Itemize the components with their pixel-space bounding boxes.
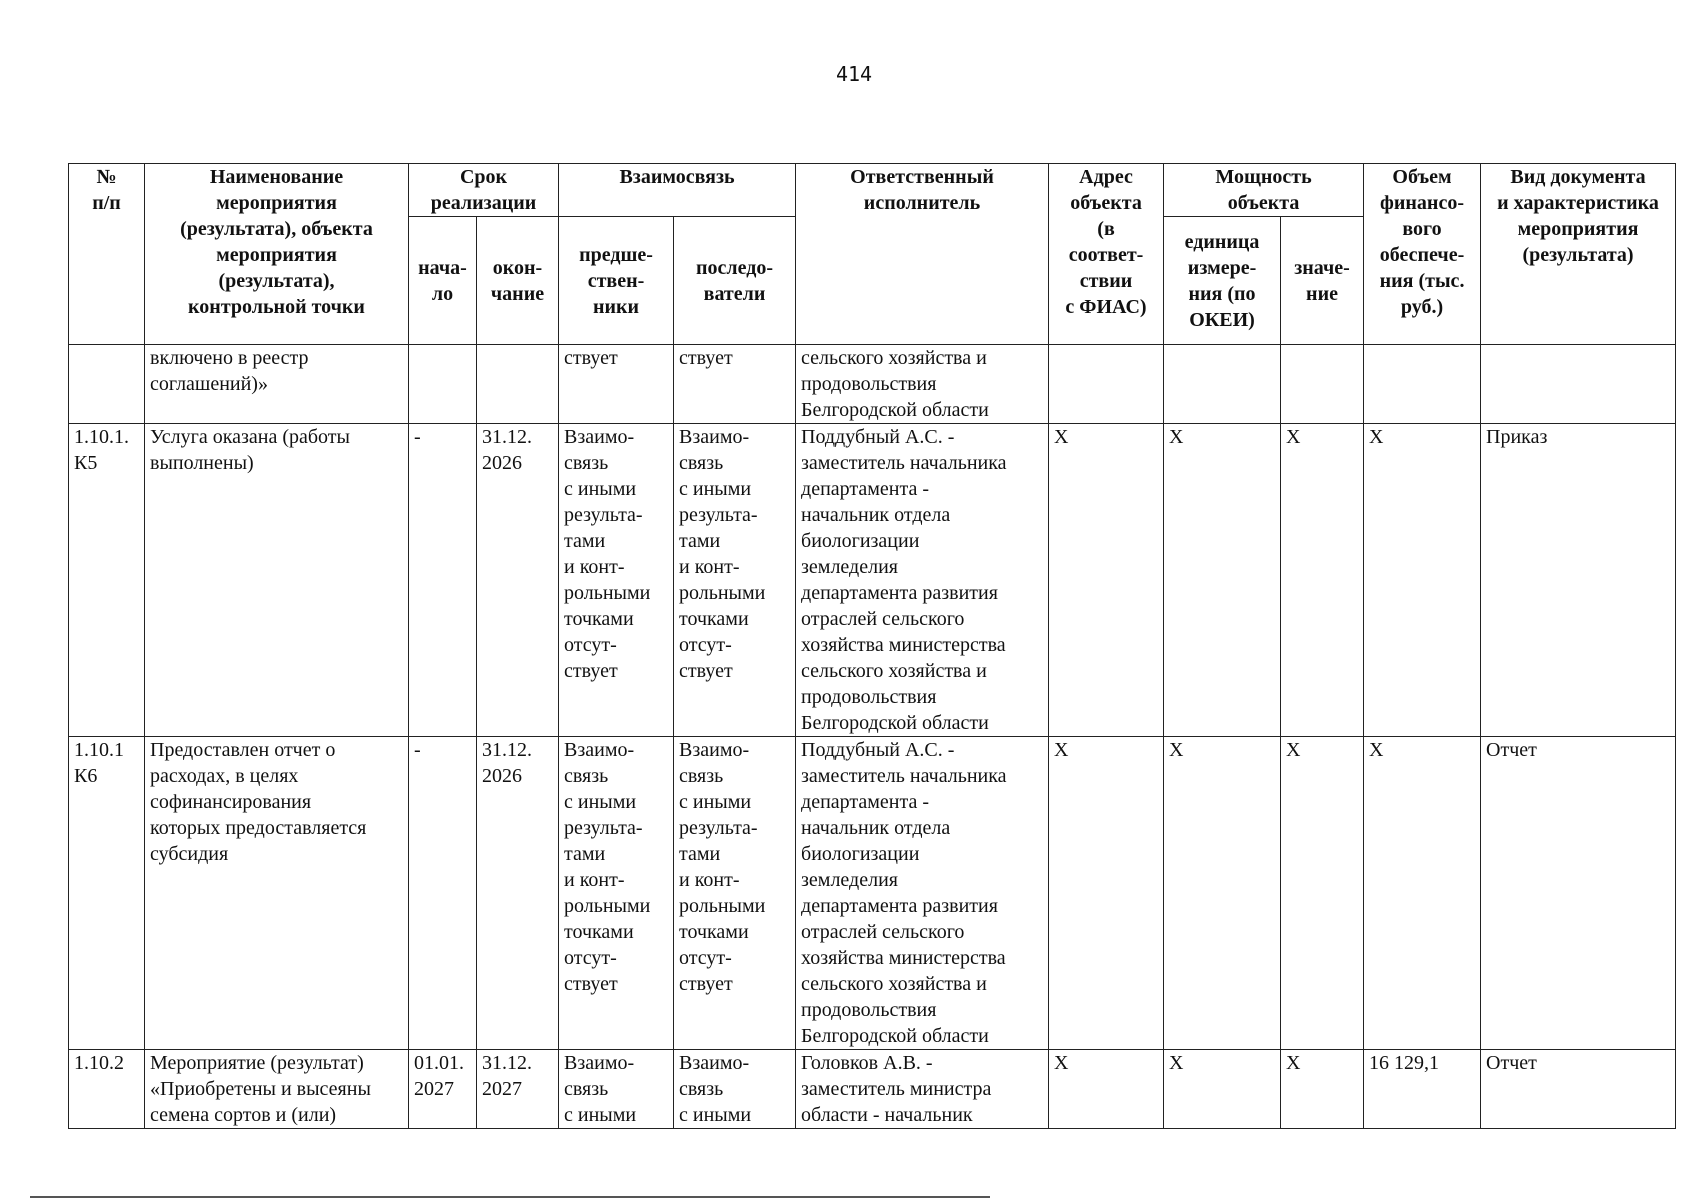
table-row (69, 424, 1676, 737)
page-number: 414 (835, 62, 873, 86)
cell-address: X (1049, 737, 1164, 1050)
table-row (69, 1050, 1676, 1129)
cell-funding: X (1364, 424, 1481, 737)
header-address: Адрес объекта (в соответ- ствии с ФИАС) (1049, 164, 1164, 345)
cell-successors: ствует (674, 345, 796, 424)
header-num: № п/п (69, 164, 145, 345)
header-unit: единица измере- ния (по ОКЕИ) (1164, 217, 1281, 345)
cell-executor: Поддубный А.С. - заместитель начальника департамента - начальник отдела биологизации земледелия департамента развития отраслей сельского хозяйства министерства сельского хозяйства и продовольствия Белгородской области (796, 424, 1049, 737)
cell-name: Услуга оказана (работы выполнены) (145, 424, 409, 737)
header-doc-type: Вид документа и характеристика мероприятия (результата) (1481, 164, 1676, 345)
cell-end: 31.12. 2026 (477, 737, 559, 1050)
cell-value (1281, 345, 1364, 424)
cell-doc-type (1481, 345, 1676, 424)
cell-start (409, 345, 477, 424)
cell-value: X (1281, 424, 1364, 737)
header-funding: Объем финансо- вого обеспече- ния (тыс. руб.) (1364, 164, 1481, 345)
cell-predecessors: Взаимо- связь с иными результа- тами и конт- рольными точками отсут- ствует (559, 424, 674, 737)
header-period-start: нача- ло (409, 217, 477, 345)
cell-address: X (1049, 424, 1164, 737)
header-name: Наименование мероприятия (результата), объекта мероприятия (результата), контрольной точки (145, 164, 409, 345)
cell-predecessors: ствует (559, 345, 674, 424)
cell-value: X (1281, 737, 1364, 1050)
header-capacity: Мощность объекта (1164, 164, 1364, 217)
cell-num: 1.10.1. К5 (69, 424, 145, 737)
cell-doc-type: Отчет (1481, 737, 1676, 1050)
cell-value: X (1281, 1050, 1364, 1129)
cell-successors: Взаимо- связь с иными результа- тами и конт- рольными точками отсут- ствует (674, 424, 796, 737)
cell-name: Предоставлен отчет о расходах, в целях софинансирования которых предоставляется субсидия (145, 737, 409, 1050)
bottom-rule (30, 1196, 990, 1198)
cell-name: Мероприятие (результат) «Приобретены и высеяны семена сортов и (или) (145, 1050, 409, 1129)
cell-end: 31.12. 2026 (477, 424, 559, 737)
cell-funding: 16 129,1 (1364, 1050, 1481, 1129)
measures-table (68, 163, 1676, 1129)
cell-doc-type: Отчет (1481, 1050, 1676, 1129)
cell-start: - (409, 737, 477, 1050)
cell-funding (1364, 345, 1481, 424)
cell-unit: X (1164, 737, 1281, 1050)
cell-address: X (1049, 1050, 1164, 1129)
table-row (69, 345, 1676, 424)
cell-executor: сельского хозяйства и продовольствия Белгородской области (796, 345, 1049, 424)
cell-end: 31.12. 2027 (477, 1050, 559, 1129)
cell-doc-type: Приказ (1481, 424, 1676, 737)
header-value: значе- ние (1281, 217, 1364, 345)
cell-address (1049, 345, 1164, 424)
cell-num: 1.10.2 (69, 1050, 145, 1129)
cell-predecessors: Взаимо- связь с иными результа- тами и конт- рольными точками отсут- ствует (559, 737, 674, 1050)
header-period: Срок реализации (409, 164, 559, 217)
cell-name: включено в реестр соглашений)» (145, 345, 409, 424)
cell-successors: Взаимо- связь с иными (674, 1050, 796, 1129)
cell-num (69, 345, 145, 424)
cell-start: - (409, 424, 477, 737)
cell-funding: X (1364, 737, 1481, 1050)
header-period-end: окон- чание (477, 217, 559, 345)
header-successors: последо- ватели (674, 217, 796, 345)
cell-successors: Взаимо- связь с иными результа- тами и конт- рольными точками отсут- ствует (674, 737, 796, 1050)
cell-end (477, 345, 559, 424)
header-relation: Взаимосвязь (559, 164, 796, 217)
table-row (69, 737, 1676, 1050)
cell-executor: Поддубный А.С. - заместитель начальника департамента - начальник отдела биологизации земледелия департамента развития отраслей сельского хозяйства министерства сельского хозяйства и продовольствия Белгородской области (796, 737, 1049, 1050)
cell-unit: X (1164, 424, 1281, 737)
header-predecessors: предше- ствен- ники (559, 217, 674, 345)
cell-unit (1164, 345, 1281, 424)
cell-executor: Головков А.В. - заместитель министра области - начальник (796, 1050, 1049, 1129)
cell-unit: X (1164, 1050, 1281, 1129)
cell-predecessors: Взаимо- связь с иными (559, 1050, 674, 1129)
header-executor: Ответственный исполнитель (796, 164, 1049, 345)
cell-start: 01.01. 2027 (409, 1050, 477, 1129)
cell-num: 1.10.1 К6 (69, 737, 145, 1050)
